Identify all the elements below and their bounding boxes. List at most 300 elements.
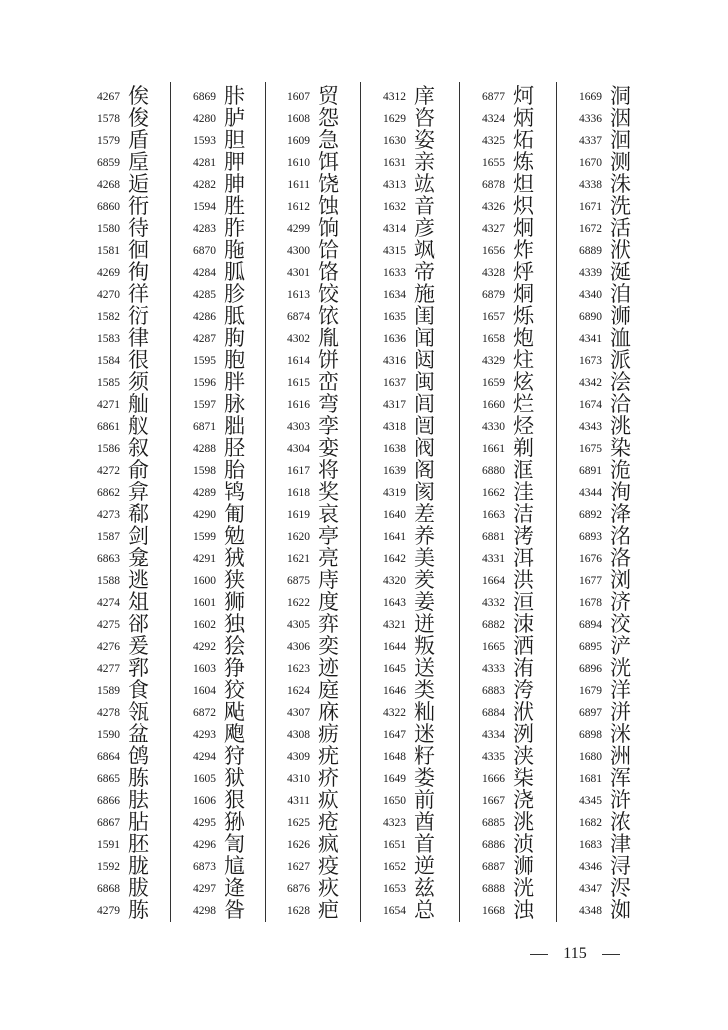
entry-row [270,568,362,590]
entry-character: 竑 [414,172,435,196]
entry-row [270,106,362,128]
entry-character: 洈 [610,458,631,482]
entry-row [176,480,268,502]
entry-row [176,502,268,524]
entry-character: 羑 [414,568,435,592]
entry-code: 1584 [97,355,120,367]
entry-code: 1586 [97,443,120,455]
entry-code: 1681 [579,773,602,785]
entry-row [366,744,458,766]
entry-row [562,744,654,766]
entry-row [270,172,362,194]
entry-code: 6861 [97,421,120,433]
entry-code: 4269 [97,267,120,279]
entry-code: 1611 [287,179,310,191]
entry-code: 1630 [383,135,406,147]
entry-row [80,194,172,216]
entry-code: 1659 [482,377,505,389]
entry-row [176,634,268,656]
entry-code: 6866 [97,795,120,807]
entry-character: 洽 [610,392,631,416]
entry-row [366,612,458,634]
entry-row [80,216,172,238]
entry-character: 洁 [513,502,534,526]
entry-code: 4345 [579,795,602,807]
column-5 [465,84,557,924]
entry-code: 1679 [579,685,602,697]
entry-code: 1666 [482,773,505,785]
entry-code: 1579 [97,135,120,147]
entry-code: 1625 [287,817,310,829]
entry-row [366,84,458,106]
entry-code: 4326 [482,201,505,213]
entry-character: 峦 [318,370,339,394]
entry-row [176,106,268,128]
entry-code: 1646 [383,685,406,697]
entry-row [465,810,557,832]
entry-row [562,678,654,700]
entry-character: 胈 [128,876,149,900]
entry-row [176,194,268,216]
entry-character: 舢 [128,392,149,416]
entry-character: 炣 [513,84,534,108]
entry-code: 1654 [383,905,406,917]
entry-row [366,898,458,920]
entry-row [562,128,654,150]
entry-code: 1600 [193,575,216,587]
entry-row [270,458,362,480]
column-2 [176,84,268,924]
entry-code: 1598 [193,465,216,477]
entry-row [562,348,654,370]
entry-character: 胧 [128,854,149,878]
entry-code: 1599 [193,531,216,543]
entry-character: 活 [610,216,631,240]
entry-code: 4299 [287,223,310,235]
entry-code: 1617 [287,465,310,477]
entry-row [176,788,268,810]
entry-row [270,876,362,898]
entry-character: 娄 [414,766,435,790]
entry-character: 逄 [224,876,245,900]
entry-row [366,502,458,524]
entry-character: 疮 [318,810,339,834]
entry-character: 徊 [128,238,149,262]
entry-code: 6886 [482,839,505,851]
entry-character: 匍 [224,502,245,526]
entry-character: 洓 [513,612,534,636]
entry-row [176,282,268,304]
entry-code: 1632 [383,201,406,213]
entry-code: 1671 [579,201,602,213]
entry-character: 浈 [513,832,534,856]
entry-character: 饼 [318,348,339,372]
entry-code: 1649 [383,773,406,785]
entry-code: 1635 [383,311,406,323]
entry-character: 前 [414,788,435,812]
entry-code: 4290 [193,509,216,521]
entry-character: 炻 [513,128,534,152]
entry-code: 4318 [383,421,406,433]
entry-character: 胠 [128,788,149,812]
entry-code: 4329 [482,355,505,367]
entry-character: 狡 [224,678,245,702]
entry-row [176,172,268,194]
entry-character: 浕 [610,876,631,900]
entry-code: 1631 [383,157,406,169]
entry-character: 飑 [224,722,245,746]
entry-code: 1609 [287,135,310,147]
entry-row [562,832,654,854]
entry-row [80,304,172,326]
entry-code: 6884 [482,707,505,719]
entry-character: 胗 [224,282,245,306]
entry-row [176,392,268,414]
entry-code: 4312 [383,91,406,103]
entry-row [465,84,557,106]
entry-row [80,766,172,788]
entry-code: 1596 [193,377,216,389]
entry-row [465,634,557,656]
entry-row [270,788,362,810]
entry-character: 贸 [318,84,339,108]
entry-row [562,700,654,722]
entry-code: 1612 [287,201,310,213]
entry-character: 狲 [224,810,245,834]
entry-character: 庥 [318,700,339,724]
entry-row [465,150,557,172]
entry-character: 济 [610,590,631,614]
entry-row [366,304,458,326]
entry-row [80,590,172,612]
entry-row [176,700,268,722]
entry-code: 6870 [193,245,216,257]
entry-code: 6865 [97,773,120,785]
entry-code: 1594 [193,201,216,213]
entry-character: 将 [318,458,339,482]
entry-row [465,590,557,612]
entry-code: 4301 [287,267,310,279]
entry-row [465,106,557,128]
entry-character: 胙 [224,216,245,240]
entry-code: 4283 [193,223,216,235]
entry-code: 4271 [97,399,120,411]
entry-row [366,348,458,370]
entry-code: 1607 [287,91,310,103]
entry-character: 炳 [513,106,534,130]
entry-row [80,854,172,876]
entry-code: 1657 [482,311,505,323]
entry-character: 洗 [610,194,631,218]
entry-row [366,766,458,788]
entry-row [80,348,172,370]
entry-code: 6890 [579,311,602,323]
entry-row [465,304,557,326]
entry-row [80,722,172,744]
entry-code: 4286 [193,311,216,323]
entry-character: 酋 [414,810,435,834]
entry-row [366,788,458,810]
entry-code: 1585 [97,377,120,389]
entry-character: 炮 [513,326,534,350]
entry-code: 1623 [287,663,310,675]
entry-row [366,370,458,392]
entry-row [366,282,458,304]
entry-character: 浐 [610,634,631,658]
column-1 [80,84,172,924]
entry-code: 6871 [193,421,216,433]
entry-character: 剑 [128,524,149,548]
entry-character: 洲 [610,744,631,768]
entry-row [465,854,557,876]
entry-row [465,612,557,634]
entry-character: 饸 [318,238,339,262]
entry-character: 闿 [414,414,435,438]
entry-row [176,326,268,348]
entry-character: 兹 [414,876,435,900]
entry-row [366,458,458,480]
entry-character: 施 [414,282,435,306]
footer-dash-right [602,954,620,955]
entry-character: 胤 [318,326,339,350]
entry-row [80,260,172,282]
entry-code: 4328 [482,267,505,279]
entry-row [270,326,362,348]
entry-code: 1645 [383,663,406,675]
entry-row [366,656,458,678]
entry-code: 6885 [482,817,505,829]
entry-row [80,656,172,678]
entry-character: 郤 [128,612,149,636]
entry-code: 4284 [193,267,216,279]
entry-code: 1618 [287,487,310,499]
entry-row [270,150,362,172]
entry-row [465,678,557,700]
entry-row [562,502,654,524]
entry-row [270,414,362,436]
entry-character: 狯 [224,634,245,658]
entry-character: 彦 [414,216,435,240]
entry-character: 浇 [513,788,534,812]
entry-character: 訇 [224,832,245,856]
entry-character: 怨 [318,106,339,130]
entry-row [80,744,172,766]
entry-row [80,612,172,634]
entry-code: 6881 [482,531,505,543]
entry-character: 鸨 [224,480,245,504]
entry-row [562,788,654,810]
entry-code: 4296 [193,839,216,851]
entry-code: 1614 [287,355,310,367]
entry-row [562,260,654,282]
entry-character: 胫 [224,436,245,460]
entry-code: 1589 [97,685,120,697]
entry-row [562,898,654,920]
entry-row [562,216,654,238]
entry-code: 6888 [482,883,505,895]
entry-character: 独 [224,612,245,636]
entry-character: 垕 [128,150,149,174]
entry-code: 4288 [193,443,216,455]
entry-character: 亭 [318,524,339,548]
entry-character: 饻 [318,304,339,328]
entry-character: 洎 [610,282,631,306]
entry-row [562,150,654,172]
entry-code: 4273 [97,509,120,521]
entry-row [366,106,458,128]
entry-character: 叙 [128,436,149,460]
entry-row [270,480,362,502]
entry-code: 4304 [287,443,310,455]
entry-character: 疭 [318,788,339,812]
entry-code: 1610 [287,157,310,169]
entry-code: 1652 [383,861,406,873]
entry-character: 烃 [513,414,534,438]
entry-row [465,700,557,722]
entry-character: 哀 [318,502,339,526]
entry-row [270,238,362,260]
entry-code: 4340 [579,289,602,301]
entry-row [80,370,172,392]
entry-row [465,568,557,590]
entry-code: 1597 [193,399,216,411]
entry-row [80,238,172,260]
entry-code: 4344 [579,487,602,499]
entry-row [562,854,654,876]
entry-row [176,436,268,458]
entry-row [270,128,362,150]
entry-code: 1619 [287,509,310,521]
entry-row [176,348,268,370]
entry-row [562,414,654,436]
entry-code: 1673 [579,355,602,367]
entry-character: 俎 [128,590,149,614]
entry-code: 4320 [383,575,406,587]
entry-row [270,656,362,678]
entry-character: 娈 [318,436,339,460]
entry-code: 1593 [193,135,216,147]
entry-code: 1638 [383,443,406,455]
entry-character: 狠 [224,788,245,812]
entry-character: 狮 [224,590,245,614]
entry-code: 1661 [482,443,505,455]
entry-code: 6893 [579,531,602,543]
entry-row [465,282,557,304]
entry-row [270,370,362,392]
entry-character: 炽 [513,194,534,218]
entry-character: 疫 [318,854,339,878]
entry-code: 1604 [193,685,216,697]
entry-code: 6898 [579,729,602,741]
entry-row [366,722,458,744]
entry-code: 4313 [383,179,406,191]
entry-character: 度 [318,590,339,614]
entry-row [80,480,172,502]
entry-character: 疤 [318,898,339,922]
entry-code: 6862 [97,487,120,499]
entry-code: 1675 [579,443,602,455]
entry-row [80,568,172,590]
entry-character: 测 [610,150,631,174]
entry-character: 胆 [224,128,245,152]
entry-code: 6863 [97,553,120,565]
entry-code: 1656 [482,245,505,257]
entry-row [270,832,362,854]
entry-row [270,634,362,656]
entry-character: 狩 [224,744,245,768]
entry-row [270,392,362,414]
entry-character: 洭 [513,458,534,482]
entry-row [80,436,172,458]
entry-row [80,700,172,722]
entry-character: 昝 [224,898,245,922]
entry-code: 6880 [482,465,505,477]
entry-code: 4270 [97,289,120,301]
entry-code: 6878 [482,179,505,191]
entry-character: 炼 [513,150,534,174]
footer-dash-left [530,954,548,955]
entry-character: 籼 [414,700,435,724]
entry-code: 1674 [579,399,602,411]
entry-code: 4316 [383,355,406,367]
entry-character: 奕 [318,634,339,658]
entry-code: 6887 [482,861,505,873]
entry-row [366,876,458,898]
entry-code: 1658 [482,333,505,345]
entry-row [465,656,557,678]
entry-code: 6859 [97,157,120,169]
entry-character: 狨 [224,546,245,570]
entry-character: 浍 [610,370,631,394]
entry-character: 郛 [128,656,149,680]
entry-character: 炟 [513,172,534,196]
entry-code: 6876 [287,883,310,895]
entry-character: 勉 [224,524,245,548]
entry-code: 1588 [97,575,120,587]
entry-code: 4279 [97,905,120,917]
entry-character: 养 [414,524,435,548]
entry-code: 1634 [383,289,406,301]
entry-character: 洱 [513,546,534,570]
entry-character: 洳 [610,898,631,922]
entry-character: 洒 [513,634,534,658]
entry-row [176,260,268,282]
entry-character: 郗 [128,502,149,526]
entry-row [562,590,654,612]
column-divider [459,82,460,922]
entry-character: 籽 [414,744,435,768]
entry-character: 疢 [318,876,339,900]
entry-row [366,568,458,590]
entry-character: 洨 [610,612,631,636]
entry-code: 1583 [97,333,120,345]
entry-character: 盆 [128,722,149,746]
entry-row [80,414,172,436]
entry-code: 1580 [97,223,120,235]
entry-row [176,722,268,744]
entry-row [270,700,362,722]
entry-code: 6879 [482,289,505,301]
entry-row [270,546,362,568]
entry-row [465,722,557,744]
entry-character: 阀 [414,436,435,460]
entry-row [176,370,268,392]
entry-row [562,436,654,458]
entry-code: 1603 [193,663,216,675]
entry-code: 1616 [287,399,310,411]
entry-code: 4315 [383,245,406,257]
entry-code: 1621 [287,553,310,565]
